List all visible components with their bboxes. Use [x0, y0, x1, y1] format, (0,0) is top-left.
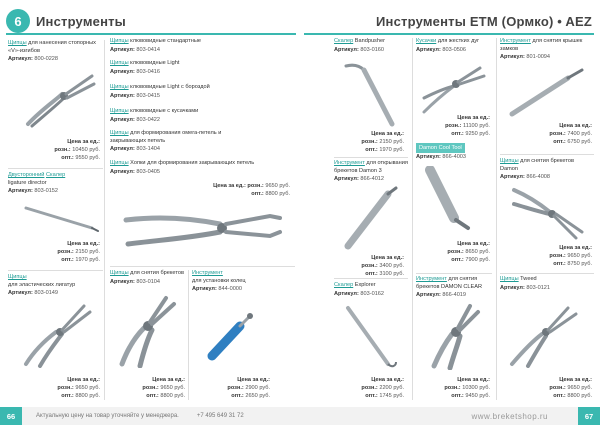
retail-price: 10300 руб.: [462, 385, 490, 392]
product-card[interactable]: [416, 153, 492, 162]
product-card[interactable]: [192, 270, 292, 294]
wholesale-price: 8750 руб.: [567, 261, 592, 268]
price-block: [418, 376, 490, 400]
product-name: клювовидные Light: [128, 60, 180, 66]
sku-value: 800-0228: [34, 56, 59, 63]
retail-label: розн.:: [142, 385, 159, 392]
sku-label: Артикул:: [416, 154, 441, 160]
sku-label: Артикул:: [8, 56, 33, 63]
hard-wire-cutter-image: [420, 62, 490, 116]
product-name: для снятия брекетов: [128, 270, 184, 276]
sku-value: 803-0149: [34, 290, 59, 297]
product-link[interactable]: Щипцы: [110, 84, 129, 90]
wholesale-label: опт.:: [365, 147, 378, 154]
sku-value: 844-0000: [218, 286, 243, 293]
wholesale-price: 7900 руб.: [465, 257, 490, 264]
sku-value: 866-4012: [360, 176, 385, 183]
sku-value: 803-0422: [136, 116, 161, 123]
damon-bracket-removal-pliers-image: [510, 182, 590, 246]
wholesale-price: 9450 руб.: [465, 393, 490, 400]
retail-price: 2150 руб.: [379, 139, 404, 146]
wholesale-label: опт.:: [146, 393, 159, 400]
product-name: Bandpusher: [353, 38, 385, 44]
sku-label: Артикул:: [192, 286, 217, 293]
sku-label: Артикул:: [334, 290, 359, 297]
retail-label: розн.:: [57, 249, 74, 256]
sku-value: 803-0506: [442, 46, 467, 53]
wholesale-price: 1970 руб.: [379, 147, 404, 154]
product-link[interactable]: Щипцы: [110, 130, 129, 136]
divider: [500, 273, 594, 274]
retail-label: розн.:: [549, 385, 566, 392]
product-name: для нанесения стопорных «V»-изгибов: [8, 40, 96, 54]
product-title-box[interactable]: Damon Cool Tool: [416, 143, 465, 153]
divider: [500, 154, 594, 155]
product-link[interactable]: Щипцы: [110, 60, 129, 66]
sku-label: Артикул:: [110, 168, 135, 175]
retail-label: розн.:: [447, 249, 464, 256]
sku-value: 866-4003: [442, 154, 467, 160]
product-link[interactable]: Скалер: [334, 282, 354, 288]
product-link[interactable]: Щипцы: [500, 276, 519, 282]
product-link[interactable]: Щипцы: [8, 274, 27, 280]
product-card[interactable]: [110, 160, 295, 176]
price-block: [418, 114, 490, 138]
retail-price: 8650 руб.: [465, 249, 490, 256]
bird-beak-pliers-image: [120, 196, 290, 262]
right-header: [308, 8, 592, 34]
price-block: [418, 240, 490, 264]
header-rule: [304, 33, 594, 35]
product-name: для жестких дуг: [436, 38, 480, 44]
product-link[interactable]: Инструмент: [500, 38, 531, 44]
retail-price: 9650 руб.: [567, 385, 592, 392]
wholesale-label: опт.:: [61, 393, 74, 400]
product-link[interactable]: Щипцы: [110, 270, 129, 276]
wholesale-label: опт.:: [553, 261, 566, 268]
retail-price: 9650 руб.: [75, 385, 100, 392]
page-title: Инструменты: [36, 13, 126, 29]
retail-price: 9650 руб.: [567, 253, 592, 260]
wholesale-label: опт.:: [451, 393, 464, 400]
left-header: [6, 8, 292, 34]
product-name: для снятия брекетов DAMON CLEAR: [416, 276, 483, 290]
header-rule: [6, 33, 296, 35]
explorer-scaler-image: [340, 302, 400, 372]
product-name: для открывания брекетов Damon 3: [334, 160, 408, 174]
wholesale-price: 6750 руб.: [567, 139, 592, 146]
product-name: для снятия крышек замков: [500, 38, 583, 52]
damon-opening-tool-image: [338, 184, 406, 250]
product-card[interactable]: [110, 130, 250, 154]
wholesale-price: 1970 руб.: [75, 257, 100, 264]
product-card[interactable]: [334, 160, 410, 184]
sku-label: Артикул:: [110, 92, 135, 99]
retail-label: розн.:: [361, 263, 378, 270]
product-card[interactable]: [500, 158, 592, 182]
price-label: Цена за ед.:: [371, 131, 404, 137]
sku-value: 866-4019: [442, 292, 467, 299]
product-card[interactable]: [500, 276, 592, 292]
retail-label: розн.:: [247, 183, 264, 189]
sku-label: Артикул:: [500, 54, 525, 61]
retail-label: розн.:: [445, 123, 462, 130]
product-link[interactable]: Скалер: [334, 38, 354, 44]
left-footer: [0, 407, 300, 425]
wholesale-price: 9550 руб.: [75, 155, 100, 162]
retail-label: розн.:: [361, 385, 378, 392]
sku-label: Артикул:: [334, 46, 359, 53]
product-link[interactable]: Двусторонний: [8, 172, 45, 178]
sku-label: Артикул:: [416, 46, 441, 53]
wholesale-label: опт.:: [61, 155, 74, 162]
wholesale-price: 2650 руб.: [245, 393, 270, 400]
product-card[interactable]: [8, 274, 108, 298]
page-number: 66: [0, 407, 22, 425]
price-block: [340, 130, 404, 154]
price-label: Цена за ед.:: [213, 183, 246, 189]
page-title: Инструменты ETM (Ормко) • AEZ: [376, 13, 592, 29]
divider: [334, 157, 408, 158]
wholesale-label: опт.:: [553, 139, 566, 146]
product-link[interactable]: Щипцы: [8, 40, 27, 46]
product-name: Explorer: [353, 282, 376, 288]
sku-label: Артикул:: [416, 292, 441, 299]
retail-price: 2150 руб.: [75, 249, 100, 256]
price-label: Цена за ед.:: [371, 255, 404, 261]
sku-label: Артикул:: [8, 188, 33, 195]
wholesale-price: 9250 руб.: [465, 131, 490, 138]
retail-label: розн.:: [444, 385, 461, 392]
sku-value: 803-0162: [360, 290, 385, 297]
product-card[interactable]: [8, 40, 108, 64]
product-name: для эластических лигатур: [8, 281, 76, 288]
price-label: Цена за ед.:: [559, 377, 592, 383]
band-seater-image: [200, 306, 260, 366]
wholesale-price: 8800 руб.: [160, 393, 185, 400]
right-page: [300, 0, 600, 425]
damon-cool-tool-image: [424, 166, 490, 232]
column-divider: [188, 270, 189, 400]
scaler-image: [22, 200, 102, 236]
product-name: клювовидные с кусачками: [128, 108, 199, 114]
retail-price: 3400 руб.: [379, 263, 404, 270]
retail-label: розн.:: [549, 253, 566, 260]
divider: [334, 278, 408, 279]
footer-note: Актуальную цену на товар уточняйте у менеджера.: [36, 413, 179, 419]
product-card[interactable]: [500, 38, 592, 62]
price-block: [10, 376, 100, 400]
column-divider: [104, 40, 105, 400]
wholesale-label: опт.:: [553, 393, 566, 400]
retail-price: 9650 руб.: [265, 183, 290, 189]
wholesale-label: опт.:: [231, 393, 244, 400]
ligature-pliers-image: [18, 298, 98, 368]
price-block: [520, 376, 592, 400]
sku-label: Артикул:: [334, 176, 359, 183]
retail-price: 10450 руб.: [72, 147, 100, 154]
product-name: ligature director: [8, 179, 47, 186]
sku-value: 803-0160: [360, 46, 385, 53]
retail-label: розн.:: [227, 385, 244, 392]
cap-removal-tool-image: [506, 62, 590, 122]
divider: [416, 273, 492, 274]
product-card[interactable]: [334, 282, 408, 298]
divider: [8, 270, 103, 271]
product-card[interactable]: [110, 84, 295, 100]
footer-phone[interactable]: +7 495 649 31 72: [196, 413, 244, 419]
retail-label: розн.:: [549, 131, 566, 138]
product-name: клювовидные Light с бороздой: [128, 84, 210, 90]
wholesale-price: 8800 руб.: [567, 393, 592, 400]
product-card[interactable]: [334, 38, 406, 54]
sku-label: Артикул:: [110, 278, 135, 285]
retail-price: 9650 руб.: [160, 385, 185, 392]
wholesale-price: 1745 руб.: [379, 393, 404, 400]
price-block: [340, 376, 404, 400]
product-name: Хопки для формирования закрывающих петель: [128, 160, 255, 166]
sku-label: Артикул:: [110, 116, 135, 123]
sku-value: 803-1404: [136, 146, 161, 153]
product-link[interactable]: Кусачки: [416, 38, 437, 44]
price-block: [10, 240, 100, 264]
sku-value: 803-0405: [136, 168, 161, 175]
product-name: для снятия брекетов Damon: [500, 158, 574, 172]
price-block: [520, 122, 592, 146]
product-link[interactable]: Щипцы: [500, 158, 519, 164]
sku-value: 803-0415: [136, 92, 161, 99]
product-name: для установки колец: [192, 277, 246, 284]
sku-label: Артикул:: [500, 174, 525, 181]
sku-label: Артикул:: [110, 46, 135, 53]
orthodontic-pliers-image: [22, 64, 100, 128]
price-label: Цена за ед.:: [152, 377, 185, 383]
sku-value: 803-0121: [526, 284, 551, 291]
wholesale-label: опт.:: [365, 271, 378, 278]
price-label: Цена за ед.:: [67, 241, 100, 247]
price-block: [200, 376, 270, 400]
sku-value: 803-0104: [136, 278, 161, 285]
product-card[interactable]: [110, 270, 190, 286]
wholesale-label: опт.:: [251, 191, 264, 198]
sku-label: Артикул:: [110, 146, 135, 153]
product-link[interactable]: Инструмент: [416, 276, 447, 282]
sku-value: 866-4008: [526, 174, 551, 181]
retail-label: розн.:: [54, 147, 71, 154]
product-link[interactable]: Инструмент: [192, 270, 223, 276]
column-divider: [496, 38, 497, 400]
product-name: клювовидные стандартные: [128, 38, 201, 44]
sku-label: Артикул:: [8, 290, 33, 297]
product-name: Tweed: [518, 276, 537, 282]
wholesale-label: опт.:: [365, 393, 378, 400]
product-link[interactable]: Скалер: [46, 172, 66, 178]
price-label: Цена за ед.:: [237, 377, 270, 383]
sku-value: 803-0416: [136, 68, 161, 75]
product-card[interactable]: [110, 108, 295, 124]
price-label: Цена за ед.:: [371, 377, 404, 383]
product-link[interactable]: Инструмент: [334, 160, 365, 166]
price-block: [120, 376, 185, 400]
product-link[interactable]: Щипцы: [110, 108, 129, 114]
wholesale-price: 3100 руб.: [379, 271, 404, 278]
sku-value: 803-0152: [34, 188, 59, 195]
tweed-pliers-image: [506, 300, 586, 368]
product-card[interactable]: [110, 60, 295, 76]
retail-price: 7400 руб.: [567, 131, 592, 138]
divider: [8, 168, 103, 169]
bracket-removing-pliers-image: [114, 292, 184, 368]
retail-price: 2200 руб.: [379, 385, 404, 392]
right-footer: [300, 407, 600, 425]
price-label: Цена за ед.:: [457, 115, 490, 121]
product-card[interactable]: [416, 38, 492, 54]
product-link[interactable]: Щипцы: [110, 38, 129, 44]
product-card[interactable]: [8, 172, 108, 196]
product-card[interactable]: [110, 38, 295, 54]
wholesale-label: опт.:: [451, 257, 464, 264]
website-link[interactable]: www.breketshop.ru: [471, 411, 548, 421]
sku-label: Артикул:: [110, 68, 135, 75]
retail-label: розн.:: [361, 139, 378, 146]
wholesale-label: опт.:: [451, 131, 464, 138]
price-block: [10, 138, 100, 162]
retail-label: розн.:: [57, 385, 74, 392]
wholesale-price: 8800 руб.: [75, 393, 100, 400]
sku-value: 803-0414: [136, 46, 161, 53]
retail-price: 2900 руб.: [245, 385, 270, 392]
price-label: Цена за ед.:: [457, 241, 490, 247]
price-label: Цена за ед.:: [67, 377, 100, 383]
column-divider: [412, 38, 413, 400]
product-name: для формирования омега-петель и закрывающих петель: [110, 130, 222, 144]
page-number: 67: [578, 407, 600, 425]
sku-value: 801-0094: [526, 54, 551, 61]
sku-label: Артикул:: [500, 284, 525, 291]
price-block: [340, 254, 404, 278]
product-card[interactable]: [416, 276, 496, 300]
price-label: Цена за ед.:: [67, 139, 100, 145]
price-label: Цена за ед.:: [457, 377, 490, 383]
wholesale-price: 8800 руб.: [265, 191, 290, 198]
retail-price: 11100 руб.: [463, 123, 490, 130]
price-block: [520, 244, 592, 268]
damon-clear-removal-pliers-image: [424, 300, 488, 370]
divider: [110, 266, 295, 267]
wholesale-label: опт.:: [61, 257, 74, 264]
price-label: Цена за ед.:: [559, 123, 592, 129]
price-label: Цена за ед.:: [559, 245, 592, 251]
section-number-badge: 6: [6, 9, 30, 33]
product-link[interactable]: Щипцы: [110, 160, 129, 166]
band-pusher-image: [340, 58, 400, 128]
